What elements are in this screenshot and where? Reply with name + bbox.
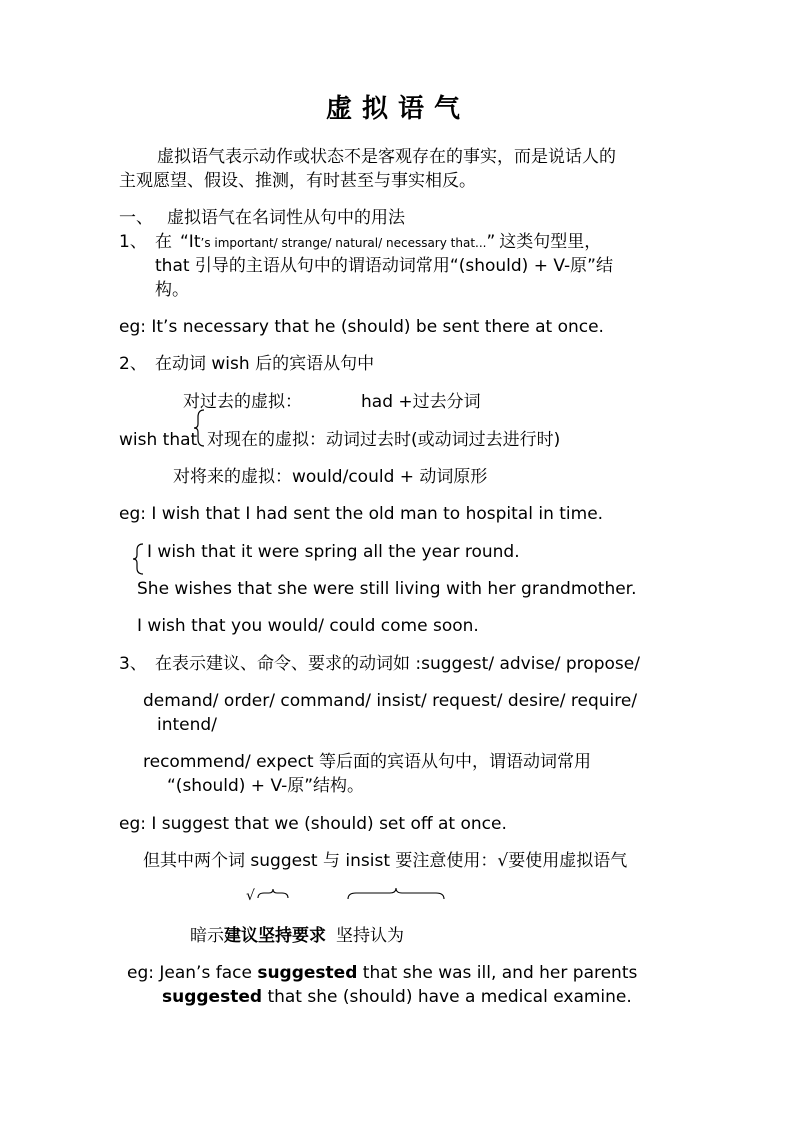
example-1: eg: It’s necessary that he (should) be sent there at once. <box>119 317 604 337</box>
wish-example-2: She wishes that she were still living with her grandmother. <box>137 579 637 599</box>
wish-present: 对现在的虚拟：动词过去时(或动词过去进行时) <box>207 430 561 450</box>
example-3: eg: I suggest that we (should) set off at once. <box>119 814 507 834</box>
intro-line-1: 虚拟语气表示动作或状态不是客观存在的事实，而是说话人的 <box>157 147 616 167</box>
item-1-pre: 在 <box>155 232 172 252</box>
item-3-line-2: demand/ order/ command/ insist/ request/ desire/ require/ <box>143 691 638 711</box>
intro-line-2: 主观愿望、假设、推测，有时甚至与事实相反。 <box>119 171 476 191</box>
check-mark: √ <box>246 888 255 904</box>
hint-line <box>190 925 404 947</box>
wish-example-1: I wish that it were spring all the year round. <box>147 542 520 562</box>
item-1-quote-close: ” <box>486 232 496 252</box>
example-4-prefix: eg: Jean’s face <box>127 963 258 983</box>
item-3-line-5: “(should) + V-原”结构。 <box>167 776 365 796</box>
example-4-line-2 <box>162 986 632 1008</box>
brace-small-icon <box>133 544 145 574</box>
item-1-quote-small: ’s important/ strange/ natural/ necessary that... <box>200 236 487 250</box>
item-2-number: 2、 <box>119 354 147 374</box>
item-3-line-3: intend/ <box>157 715 217 735</box>
item-1-line-3: 构。 <box>155 280 189 300</box>
section-1-number: 一、 <box>119 208 153 228</box>
hint-insist: 坚持认为 <box>336 926 404 946</box>
item-3-number: 3、 <box>119 654 147 674</box>
wish-past-form: had +过去分词 <box>361 392 481 412</box>
item-3-line-4: recommend/ expect 等后面的宾语从句中，谓语动词常用 <box>143 752 591 772</box>
brace-insist-icon <box>348 888 444 900</box>
hint-bold: 建议坚持要求 <box>224 926 326 946</box>
wish-that: wish that <box>119 430 198 450</box>
page-title: 虚拟语气 <box>326 94 471 124</box>
usage-note: 但其中两个词 suggest 与 insist 要注意使用：√要使用虚拟语气 <box>143 851 628 871</box>
brace-suggest-icon <box>258 889 288 899</box>
example-4-end: that she (should) have a medical examine. <box>262 987 632 1007</box>
item-1-quote-open: “It <box>180 232 201 252</box>
example-2: eg: I wish that I had sent the old man to hospital in time. <box>119 504 604 524</box>
example-4-word-2: suggested <box>162 987 263 1007</box>
example-4-mid: that she was ill, and her parents <box>357 963 638 983</box>
wish-future: 对将来的虚拟：would/could + 动词原形 <box>173 467 488 487</box>
example-4-word-1: suggested <box>257 963 358 983</box>
item-1-number: 1、 <box>119 232 147 252</box>
item-1-line-2: that 引导的主语从句中的谓语动词常用“(should) + V-原”结 <box>155 256 613 276</box>
wish-example-3: I wish that you would/ could come soon. <box>137 616 479 636</box>
section-1-heading: 虚拟语气在名词性从句中的用法 <box>167 208 405 228</box>
example-4-line-1 <box>127 962 637 984</box>
item-1-line-1 <box>155 231 601 254</box>
item-2-text: 在动词 wish 后的宾语从句中 <box>155 354 375 374</box>
wish-past-label: 对过去的虚拟： <box>183 392 302 412</box>
item-3-line-1: 在表示建议、命令、要求的动词如 :suggest/ advise/ propose/ <box>155 654 640 674</box>
hint-prefix: 暗示 <box>190 926 224 946</box>
item-1-post: 这类句型里， <box>499 232 602 252</box>
